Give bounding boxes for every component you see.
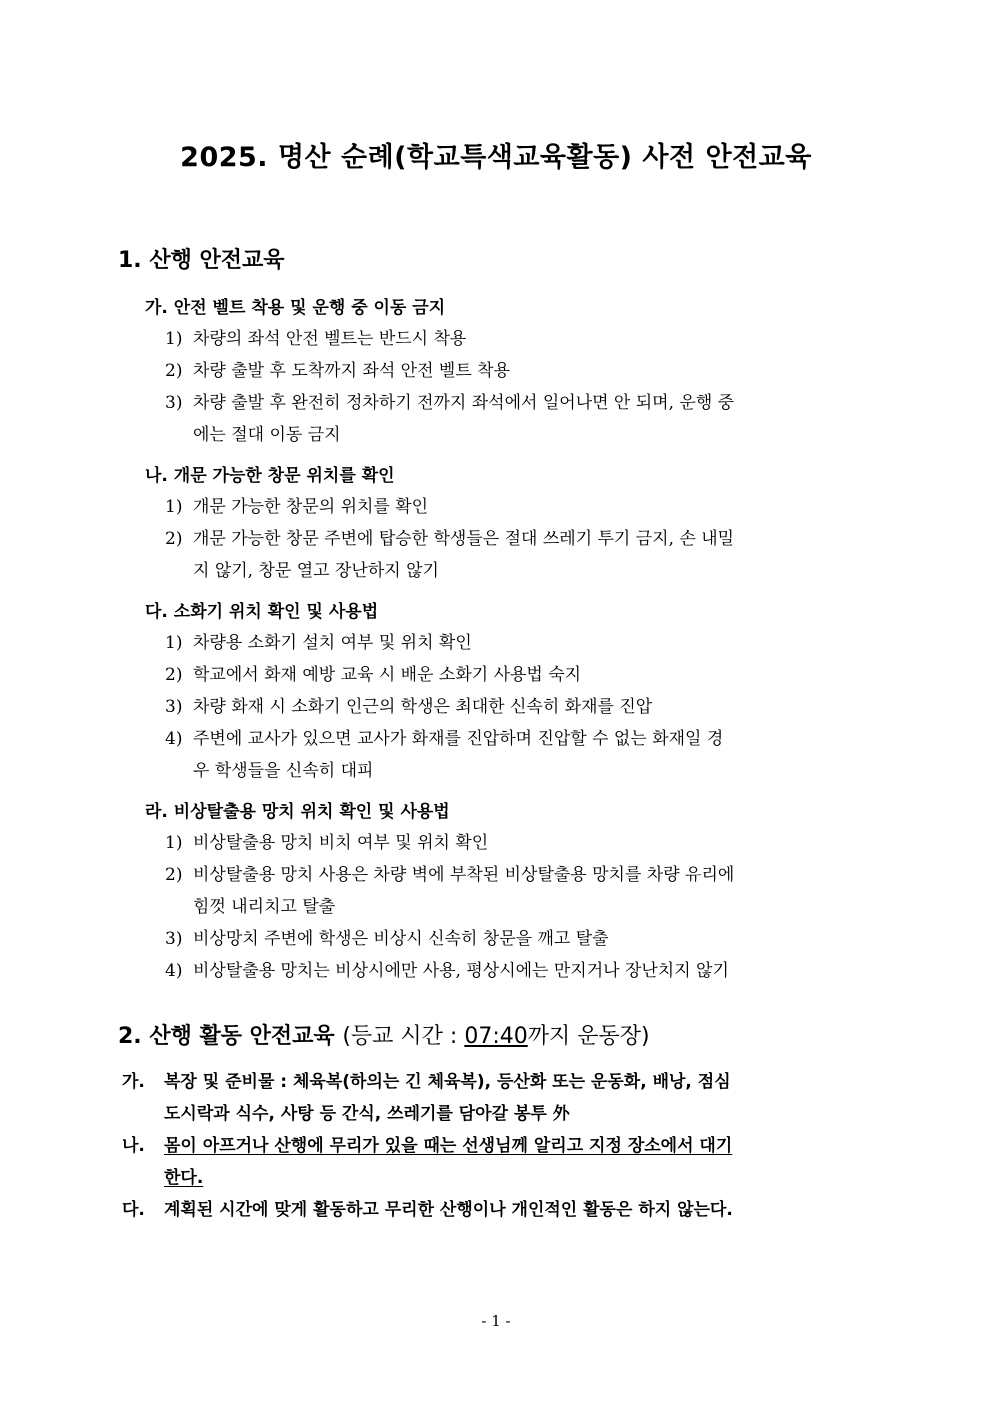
item-text: 몸이 아프거나 산행에 무리가 있을 때는 선생님께 알리고 지정 장소에서 대기 bbox=[164, 1136, 733, 1156]
item-continuation: 힘껏 내리치고 탈출 bbox=[193, 897, 336, 917]
item-text: 비상탈출용 망치 사용은 차량 벽에 부착된 비상탈출용 망치를 차량 유리에 bbox=[193, 865, 735, 885]
item-number: 2) bbox=[165, 665, 183, 685]
item-text: 차량 출발 후 완전히 정차하기 전까지 좌석에서 일어나면 안 되며, 운행 중 bbox=[193, 393, 735, 413]
section-2-note bbox=[342, 1024, 649, 1049]
item-marker: 나. bbox=[122, 1136, 145, 1156]
item-number: 1) bbox=[165, 329, 183, 349]
list-item bbox=[165, 691, 877, 723]
item-text: 비상탈출용 망치 비치 여부 및 위치 확인 bbox=[193, 833, 489, 853]
group-da-heading: 다. 소화기 위치 확인 및 사용법 bbox=[145, 602, 379, 622]
list-item bbox=[165, 491, 877, 523]
list-item bbox=[122, 1194, 877, 1226]
group-ra-heading: 라. 비상탈출용 망치 위치 확인 및 사용법 bbox=[145, 802, 450, 822]
item-text: 개문 가능한 창문 주변에 탑승한 학생들은 절대 쓰레기 투기 금지, 손 내밀 bbox=[193, 529, 735, 549]
section-2-title: 2. 산행 활동 안전교육 bbox=[118, 1024, 335, 1049]
item-number: 2) bbox=[165, 361, 183, 381]
list-item bbox=[165, 387, 877, 451]
list-item bbox=[165, 627, 877, 659]
list-item bbox=[165, 523, 877, 587]
list-item bbox=[165, 923, 877, 955]
list-item bbox=[165, 723, 877, 787]
item-number: 4) bbox=[165, 961, 183, 981]
list-item bbox=[165, 827, 877, 859]
list-item bbox=[165, 859, 877, 923]
list-item bbox=[122, 1066, 877, 1130]
list-item bbox=[122, 1130, 877, 1194]
group-ga-heading: 가. 안전 벨트 착용 및 운행 중 이동 금지 bbox=[145, 298, 446, 318]
arrival-time: 07:40 bbox=[464, 1024, 528, 1049]
section-2-note-post: 까지 운동장) bbox=[527, 1024, 650, 1049]
item-number: 1) bbox=[165, 633, 183, 653]
item-marker: 다. bbox=[122, 1200, 145, 1220]
page-title: 2025. 명산 순례(학교특색교육활동) 사전 안전교육 bbox=[180, 142, 812, 173]
item-number: 3) bbox=[165, 929, 183, 949]
item-continuation: 지 않기, 창문 열고 장난하지 않기 bbox=[193, 561, 439, 581]
item-number: 1) bbox=[165, 833, 183, 853]
item-continuation: 에는 절대 이동 금지 bbox=[193, 425, 341, 445]
item-number: 3) bbox=[165, 393, 183, 413]
list-item bbox=[165, 355, 877, 387]
section-1-heading: 1. 산행 안전교육 bbox=[118, 248, 285, 273]
page-number: - 1 - bbox=[481, 1312, 511, 1330]
item-continuation: 한다. bbox=[164, 1168, 204, 1188]
item-text: 차량용 소화기 설치 여부 및 위치 확인 bbox=[193, 633, 472, 653]
section-2-note-pre: (등교 시간 : bbox=[342, 1024, 465, 1049]
item-marker: 가. bbox=[122, 1072, 145, 1092]
item-number: 2) bbox=[165, 865, 183, 885]
section-2-heading bbox=[118, 1022, 650, 1052]
item-text: 비상망치 주변에 학생은 비상시 신속히 창문을 깨고 탈출 bbox=[193, 929, 609, 949]
item-text: 차량 화재 시 소화기 인근의 학생은 최대한 신속히 화재를 진압 bbox=[193, 697, 653, 717]
item-number: 2) bbox=[165, 529, 183, 549]
item-text: 차량 출발 후 도착까지 좌석 안전 벨트 착용 bbox=[193, 361, 511, 381]
item-number: 4) bbox=[165, 729, 183, 749]
item-number: 3) bbox=[165, 697, 183, 717]
list-item bbox=[165, 955, 877, 987]
item-text: 차량의 좌석 안전 벨트는 반드시 착용 bbox=[193, 329, 467, 349]
item-text: 학교에서 화재 예방 교육 시 배운 소화기 사용법 숙지 bbox=[193, 665, 582, 685]
item-text: 비상탈출용 망치는 비상시에만 사용, 평상시에는 만지거나 장난치지 않기 bbox=[193, 961, 729, 981]
item-text: 주변에 교사가 있으면 교사가 화재를 진압하며 진압할 수 없는 화재일 경 bbox=[193, 729, 724, 749]
group-na-heading: 나. 개문 가능한 창문 위치를 확인 bbox=[145, 466, 395, 486]
item-text: 복장 및 준비물 : 체육복(하의는 긴 체육복), 등산화 또는 운동화, 배낭, 점심 bbox=[164, 1072, 731, 1092]
item-number: 1) bbox=[165, 497, 183, 517]
item-text: 계획된 시간에 맞게 활동하고 무리한 산행이나 개인적인 활동은 하지 않는다. bbox=[164, 1200, 733, 1220]
item-continuation: 우 학생들을 신속히 대피 bbox=[193, 761, 374, 781]
item-text: 개문 가능한 창문의 위치를 확인 bbox=[193, 497, 429, 517]
item-continuation: 도시락과 식수, 사탕 등 간식, 쓰레기를 담아갈 봉투 外 bbox=[164, 1104, 570, 1124]
list-item bbox=[165, 659, 877, 691]
list-item bbox=[165, 323, 877, 355]
